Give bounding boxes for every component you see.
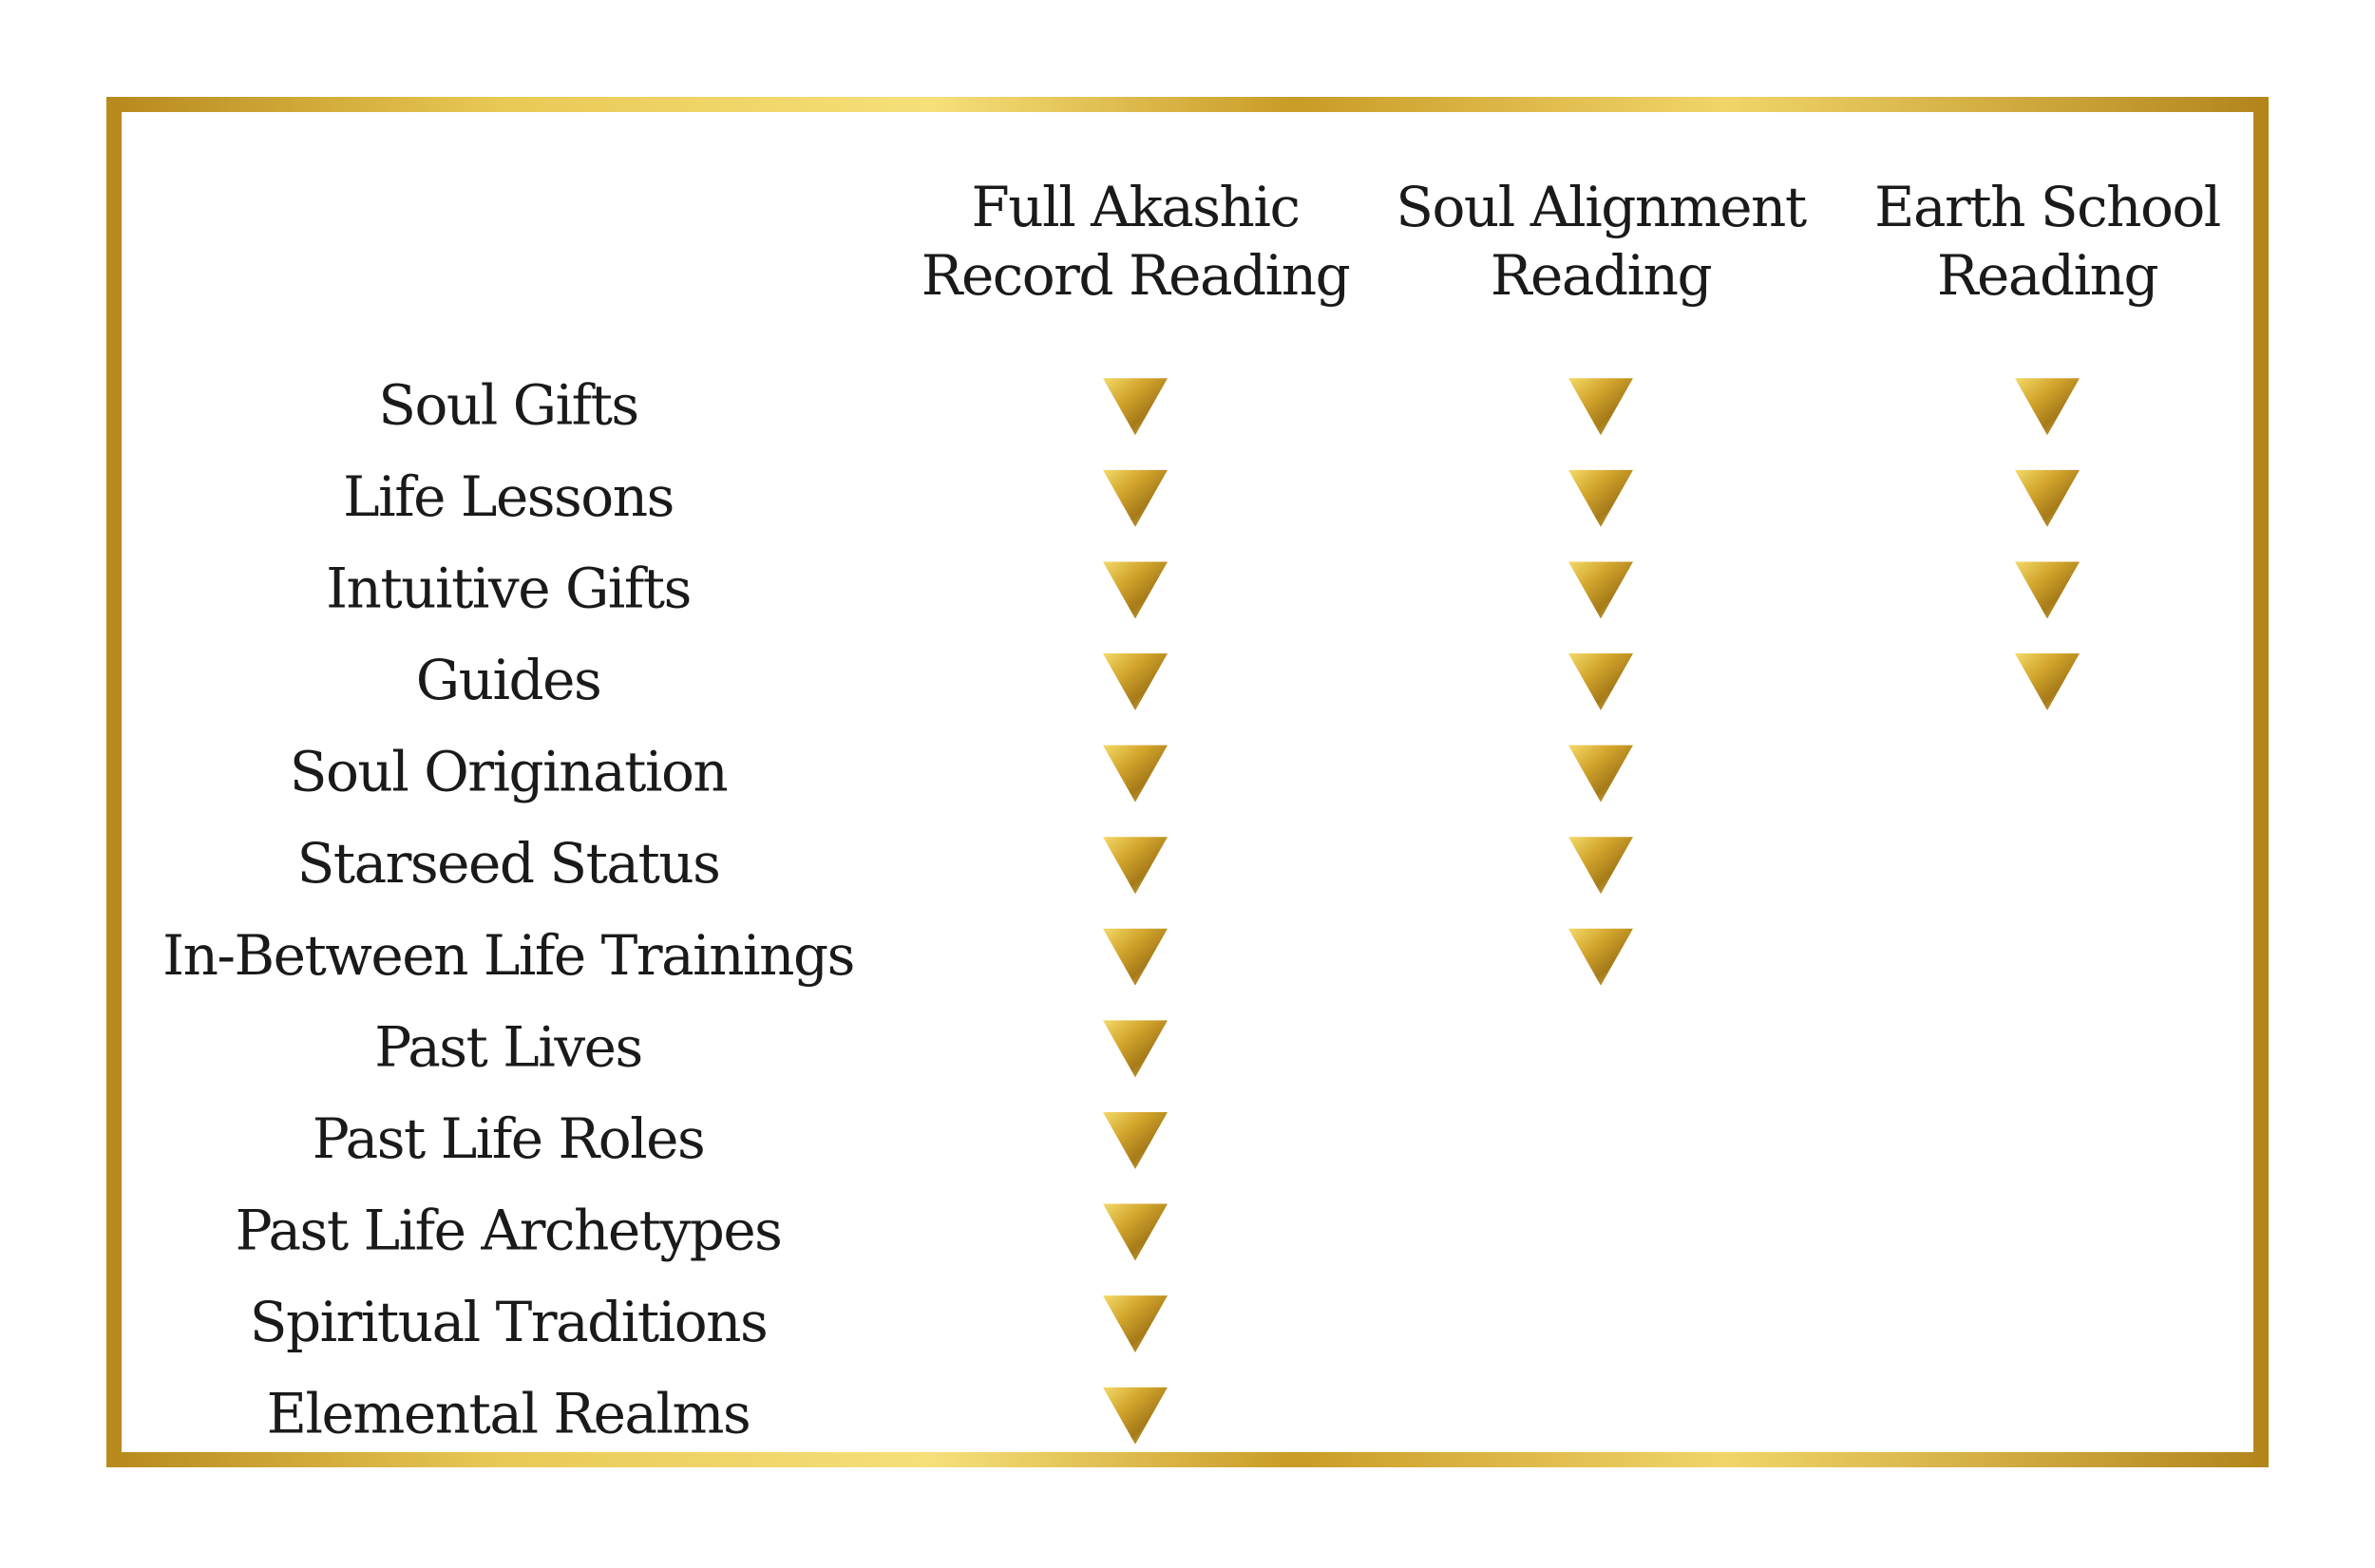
row-label: Soul Origination bbox=[289, 739, 728, 804]
column-header: Soul Alignment Reading bbox=[1396, 175, 1806, 308]
included-mark-triangle bbox=[1568, 653, 1633, 710]
included-mark-triangle bbox=[1103, 378, 1168, 435]
included-mark-triangle bbox=[2015, 378, 2080, 435]
row-label: Soul Gifts bbox=[378, 372, 638, 438]
included-mark-triangle bbox=[1103, 746, 1168, 803]
included-mark-triangle bbox=[1103, 837, 1168, 894]
included-mark-triangle bbox=[1568, 561, 1633, 618]
row-label: Starseed Status bbox=[296, 831, 720, 897]
included-mark-triangle bbox=[1568, 746, 1633, 803]
included-mark-triangle bbox=[1568, 470, 1633, 527]
row-label: Life Lessons bbox=[343, 463, 674, 529]
row-label: In-Between Life Trainings bbox=[162, 922, 854, 988]
included-mark-triangle bbox=[1103, 1020, 1168, 1077]
included-mark-triangle bbox=[1103, 1204, 1168, 1261]
included-mark-triangle bbox=[1568, 378, 1633, 435]
included-mark-triangle bbox=[1103, 470, 1168, 527]
included-mark-triangle bbox=[1103, 1112, 1168, 1169]
included-mark-triangle bbox=[2015, 470, 2080, 527]
row-label: Elemental Realms bbox=[266, 1381, 750, 1446]
row-label: Past Lives bbox=[374, 1014, 642, 1080]
row-label: Intuitive Gifts bbox=[326, 556, 691, 621]
row-label: Past Life Archetypes bbox=[235, 1198, 782, 1263]
included-mark-triangle bbox=[2015, 653, 2080, 710]
row-label: Guides bbox=[415, 648, 601, 713]
included-mark-triangle bbox=[2015, 561, 2080, 618]
column-header: Earth School Reading bbox=[1874, 175, 2220, 308]
included-mark-triangle bbox=[1103, 561, 1168, 618]
column-header: Full Akashic Record Reading bbox=[921, 175, 1350, 308]
included-mark-triangle bbox=[1103, 929, 1168, 986]
included-mark-triangle bbox=[1568, 929, 1633, 986]
included-mark-triangle bbox=[1103, 653, 1168, 710]
included-mark-triangle bbox=[1103, 1295, 1168, 1352]
included-mark-triangle bbox=[1568, 837, 1633, 894]
row-label: Spiritual Traditions bbox=[249, 1290, 768, 1355]
row-label: Past Life Roles bbox=[312, 1105, 705, 1171]
included-mark-triangle bbox=[1103, 1388, 1168, 1445]
